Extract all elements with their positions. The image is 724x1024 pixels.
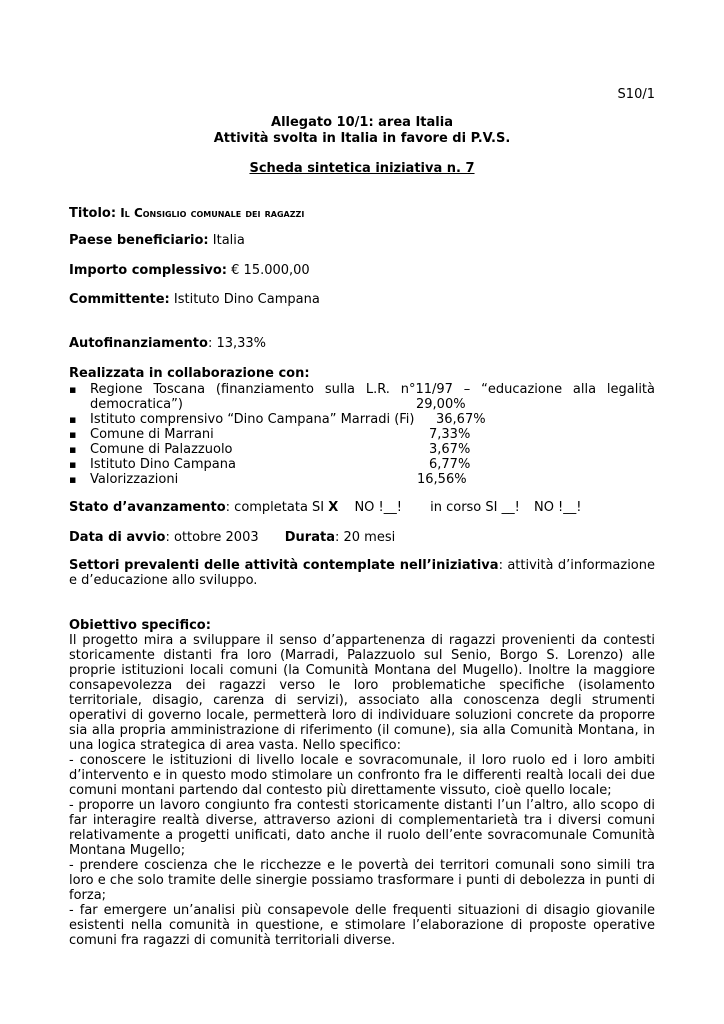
collab-pct: 6,77% — [429, 457, 471, 472]
durata-value: : 20 mesi — [334, 530, 396, 545]
collab-name: Valorizzazioni — [90, 472, 179, 487]
data-avvio-label: Data di avvio — [69, 530, 166, 545]
autofinanziamento-value: : 13,33% — [207, 336, 267, 351]
paese-label: Paese beneficiario: — [69, 233, 209, 248]
autofinanziamento-label: Autofinanziamento — [69, 336, 208, 351]
collab-pct: 3,67% — [429, 442, 471, 457]
collab-pct: 16,56% — [417, 472, 467, 487]
document-header — [69, 115, 655, 147]
stato-label: Stato d’avanzamento — [69, 500, 226, 515]
paese-field — [69, 233, 655, 249]
settori-label: Settori prevalenti delle attività contemplate nell’iniziativa — [69, 558, 499, 573]
obiettivo-label: Obiettivo specifico: — [69, 618, 211, 633]
obiettivo-paragraph: - conoscere le istituzioni di livello locale e sovracomunale, il loro ruolo ed i loro ambiti d’intervento e in questo modo stimolare un confronto fra le differenti realtà locali dei due comuni montani partendo dal contesto più direttamente vissuto, cioè quello locale; — [69, 753, 655, 798]
list-item — [69, 472, 655, 487]
titolo-value: Il Consiglio comunale dei ragazzi — [120, 206, 305, 220]
titolo-label: Titolo: — [69, 206, 117, 221]
scheda-title: Scheda sintetica iniziativa n. 7 — [249, 161, 475, 176]
data-avvio-field — [69, 530, 655, 546]
collab-name: Istituto comprensivo “Dino Campana” Marradi (Fi) — [90, 412, 415, 427]
list-item — [69, 412, 655, 427]
durata-label: Durata — [284, 530, 335, 545]
importo-value: € 15.000,00 — [231, 263, 310, 278]
obiettivo-paragraph: - proporre un lavoro congiunto fra contesti storicamente distanti l’un l’altro, allo scopo di far interagire realtà diverse, attraverso azioni di complementarietà tra i diversi comuni relativamente a progetti unificati, dato anche il ruolo dell’ente sovracomunale Comunità Montana Mugello; — [69, 798, 655, 858]
settori-field — [69, 558, 655, 588]
importo-label: Importo complessivo: — [69, 263, 227, 278]
stato-no-2: NO !__! — [533, 500, 582, 515]
obiettivo-paragraph: Il progetto mira a sviluppare il senso d’appartenenza di ragazzi provenienti da contesti storicamente distanti fra loro (Marradi, Palazzuolo sul Senio, Borgo S. Lorenzo) alle proprie istituzioni locali comuni (la Comunità Montana del Mugello). Inoltre la maggiore consapevolezza dei ragazzi verso le loro problematiche specifiche (isolamento territoriale, disagio, carenza di servizi), associato alla conoscenza degli strumenti operativi di governo locale, permetterà loro di individuare soluzioni concrete da proporre sia alla propria amministrazione di riferimento (il comune), sia alla Comunità Montana, in una logica strategica di area vasta. Nello specifico: — [69, 633, 655, 753]
header-line-2: Attività svolta in Italia in favore di P.V.S. — [213, 131, 511, 146]
stato-x-mark: X — [328, 500, 339, 515]
page-code: S10/1 — [617, 87, 655, 102]
settori-value: : attività d’informazione e d’educazione allo sviluppo. — [69, 558, 655, 588]
list-item — [69, 382, 655, 412]
header-line-1: Allegato 10/1: area Italia — [271, 115, 453, 130]
obiettivo-paragraph: - far emergere un’analisi più consapevole delle frequenti situazioni di disagio giovanile esistenti nella comunità in questione, e stimolare l’elaborazione di proposte operative comuni fra ragazzi di comunità territoriali diverse. — [69, 903, 655, 948]
list-item — [69, 442, 655, 457]
collaborazione-section — [69, 366, 655, 487]
collab-name: ▪ Regione Toscana (finanziamento sulla L.R. n°11/97 – “educazione alla legalità democratica”) — [90, 382, 655, 412]
stato-field — [69, 500, 655, 516]
autofinanziamento-field — [69, 336, 655, 352]
committente-field — [69, 292, 655, 308]
list-item — [69, 427, 655, 442]
collab-pct: 36,67% — [436, 412, 486, 427]
obiettivo-paragraph: - prendere coscienza che le ricchezze e le povertà dei territori comunali sono simili tra loro e che solo tramite delle sinergie possiamo trasformare i punti di debolezza in punti di forza; — [69, 858, 655, 903]
stato-in-corso: in corso SI __! — [430, 500, 520, 515]
collaborazione-label: Realizzata in collaborazione con: — [69, 366, 310, 381]
obiettivo-section — [69, 618, 655, 948]
stato-completata: : completata SI — [225, 500, 325, 515]
paese-value: Italia — [212, 233, 245, 248]
collab-pct: 29,00% — [416, 397, 466, 412]
collab-name: Istituto Dino Campana — [90, 457, 236, 472]
list-item — [69, 457, 655, 472]
titolo-field — [69, 205, 655, 222]
committente-value: Istituto Dino Campana — [173, 292, 320, 307]
data-avvio-value: : ottobre 2003 — [165, 530, 259, 545]
collaborazione-list — [69, 382, 655, 487]
collab-pct: 7,33% — [429, 427, 471, 442]
collab-name: Comune di Palazzuolo — [90, 442, 233, 457]
committente-label: Committente: — [69, 292, 170, 307]
collab-name: Comune di Marrani — [90, 427, 214, 442]
stato-no-1: NO !__! — [354, 500, 402, 515]
importo-field — [69, 263, 655, 279]
